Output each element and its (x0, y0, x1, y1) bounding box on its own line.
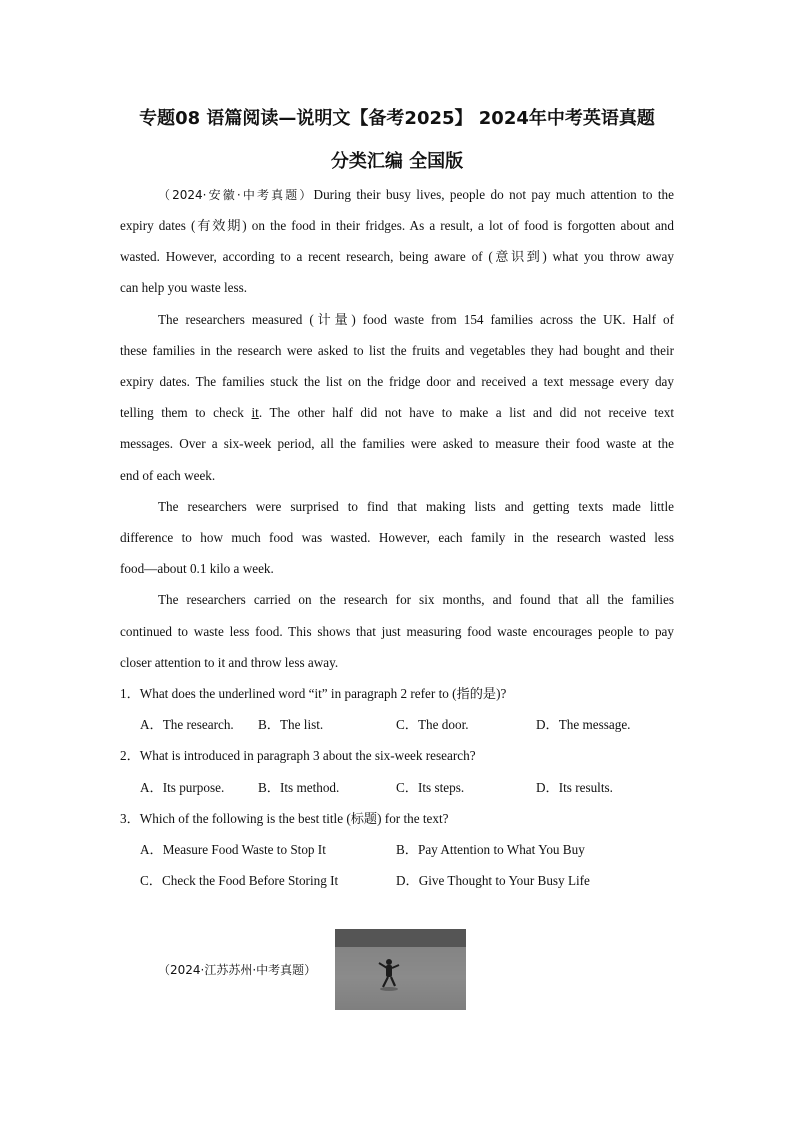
passage-line: telling them to check it. The other half did not have to make a list and did not receive text (120, 405, 674, 420)
running-child-photo (335, 929, 466, 1010)
passage-line: can help you waste less. (120, 280, 248, 295)
passage-line: messages. Over a six-week period, all the families were asked to measure their food waste at the (120, 436, 674, 451)
passage-line: closer attention to it and throw less away. (120, 655, 339, 670)
passage-line: expiry dates (有效期) on the food in their fridges. As a result, a lot of food is forgotten about and (120, 218, 674, 233)
passage-source: （2024·安徽·中考真题） (158, 188, 314, 202)
answer-option[interactable]: B．Pay Attention to What You Buy (396, 842, 585, 857)
answer-option[interactable]: C．Check the Food Before Storing It (140, 873, 339, 888)
answer-option[interactable]: D．Its results. (536, 780, 613, 795)
passage-line: （2024·安徽·中考真题）During their busy lives, people do not pay much attention to the (158, 187, 674, 202)
question-stem: 2．What is introduced in paragraph 3 about the six-week research? (120, 748, 476, 763)
answer-option[interactable]: D．Give Thought to Your Busy Life (396, 873, 590, 888)
answer-option[interactable]: B．The list. (258, 717, 324, 732)
passage-line: continued to waste less food. This shows that just measuring food waste encourages people to pay (120, 624, 674, 639)
answer-option[interactable]: A．The research. (140, 717, 234, 732)
passage-line: The researchers carried on the research for six months, and found that all the families (158, 592, 674, 607)
passage-line: The researchers were surprised to find that making lists and getting texts made little (158, 499, 674, 514)
passage-line: difference to how much food was wasted. However, each family in the research wasted less (120, 530, 674, 545)
document-title-line-1: 专题08 语篇阅读—说明文【备考2025】 2024年中考英语真题 (139, 108, 655, 129)
question-stem: 1．What does the underlined word “it” in paragraph 2 refer to (指的是)? (120, 686, 507, 701)
answer-option[interactable]: D．The message. (536, 717, 631, 732)
passage-line: expiry dates. The families stuck the list on the fridge door and received a text message every day (120, 374, 674, 389)
answer-option[interactable]: C．Its steps. (396, 780, 465, 795)
passage-line: end of each week. (120, 468, 216, 483)
passage-line: food—about 0.1 kilo a week. (120, 561, 274, 576)
answer-option[interactable]: C．The door. (396, 717, 469, 732)
question-stem: 3．Which of the following is the best title (标题) for the text? (120, 811, 449, 826)
running-child-illustration (335, 929, 466, 1010)
answer-option[interactable]: A．Its purpose. (140, 780, 225, 795)
passage-line: these families in the research were asked to list the fruits and vegetables they had bought and their (120, 343, 674, 358)
passage-line: The researchers measured (计量) food waste from 154 families across the UK. Half of (158, 312, 674, 327)
passage-line: wasted. However, according to a recent research, being aware of (意识到) what you throw away (120, 249, 674, 264)
answer-option[interactable]: A．Measure Food Waste to Stop It (140, 842, 326, 857)
document-title-line-2: 分类汇编 全国版 (330, 151, 464, 172)
underlined-word: it (251, 405, 259, 420)
passage-source: （2024·江苏苏州·中考真题） (158, 963, 317, 977)
answer-option[interactable]: B．Its method. (258, 780, 340, 795)
